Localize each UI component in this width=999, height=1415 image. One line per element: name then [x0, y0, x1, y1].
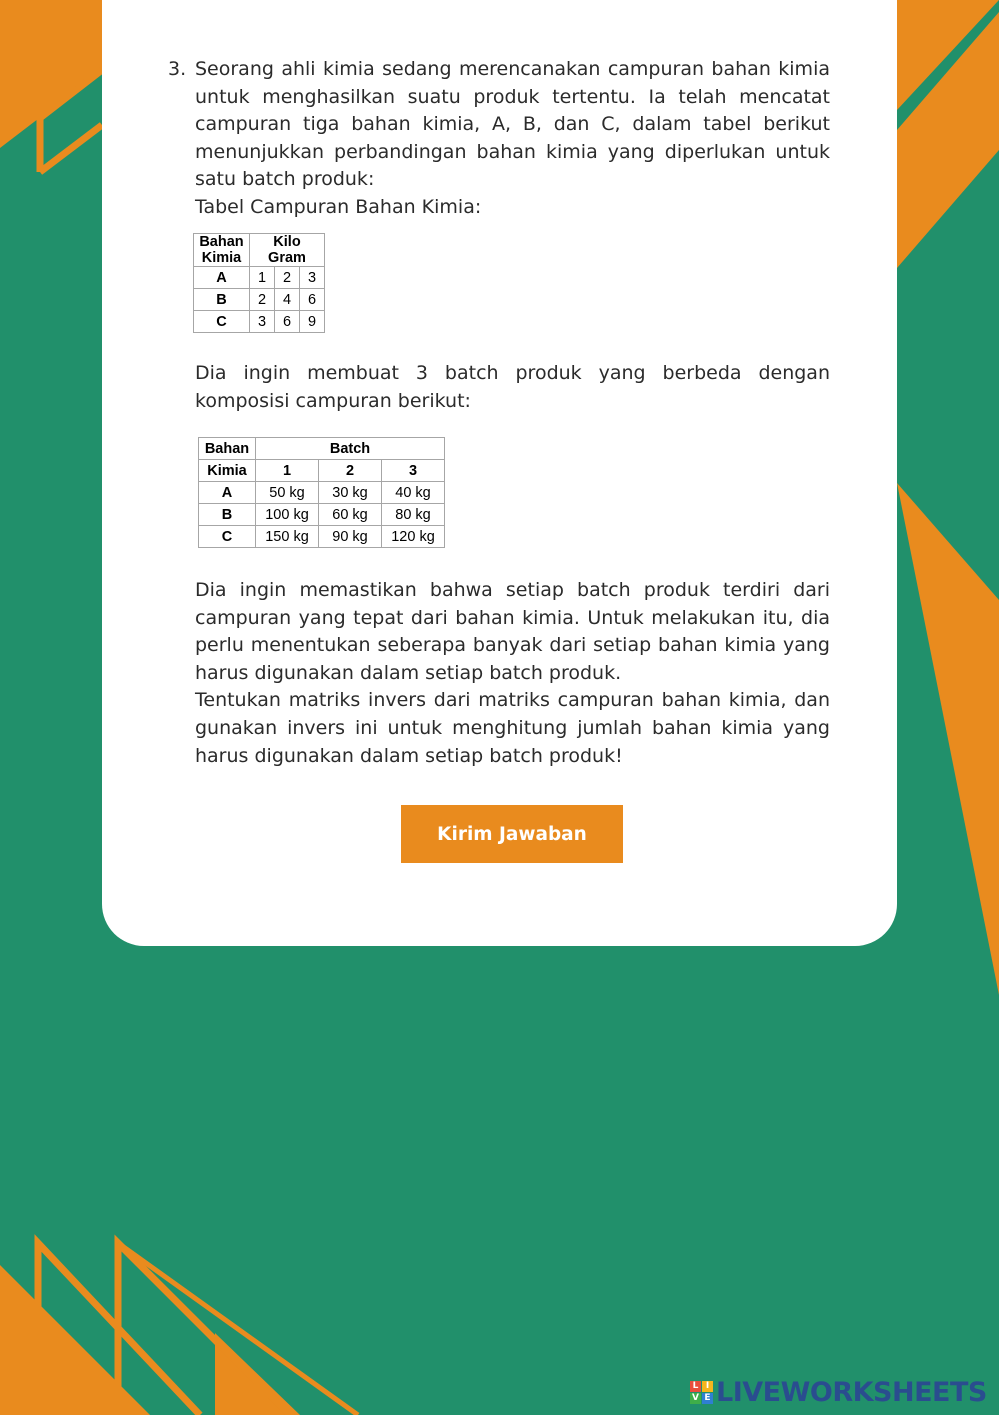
question-number: 3. — [168, 58, 187, 80]
batch-intro-block — [195, 360, 830, 415]
question-intro: Seorang ahli kimia sedang merencanakan campuran bahan kimia untuk menghasilkan suatu produk tertentu. Ia telah mencatat campuran tiga bahan kimia, A, B, dan C, dalam tabel berikut menunjukkan perbandingan bahan kimia yang diperlukan untuk satu batch produk: — [195, 58, 830, 191]
table-cell: 150 kg — [256, 526, 319, 548]
table-cell: 1 — [250, 267, 275, 289]
batch-table — [198, 437, 445, 548]
closing-block — [195, 577, 830, 770]
table-cell: 3 — [250, 311, 275, 333]
table2-header-bahan: Bahan — [199, 438, 256, 460]
table-cell: 40 kg — [382, 482, 445, 504]
submit-answer-button[interactable]: Kirim Jawaban — [401, 805, 623, 863]
liveworksheets-logo[interactable] — [690, 1376, 987, 1408]
table-cell: 6 — [300, 289, 325, 311]
table-cell: 2 — [250, 289, 275, 311]
table-cell: 30 kg — [319, 482, 382, 504]
task-text: Tentukan matriks invers dari matriks campuran bahan kimia, dan gunakan invers ini untuk menghitung jumlah bahan kimia yang harus digunakan dalam setiap batch produk! — [195, 689, 830, 767]
table-row — [199, 504, 445, 526]
table1-caption: Tabel Campuran Bahan Kimia: — [195, 195, 482, 218]
table-cell: 6 — [275, 311, 300, 333]
row-label: A — [199, 482, 256, 504]
brand-name: LIVEWORKSHEETS — [716, 1376, 987, 1408]
table-cell: 80 kg — [382, 504, 445, 526]
table-row — [199, 526, 445, 548]
table2-header-batch: Batch — [256, 438, 445, 460]
table-row — [199, 482, 445, 504]
row-label: C — [199, 526, 256, 548]
table-cell: 120 kg — [382, 526, 445, 548]
table-cell: 9 — [300, 311, 325, 333]
table-cell: 50 kg — [256, 482, 319, 504]
table-cell: 3 — [300, 267, 325, 289]
batch-number: 3 — [382, 460, 445, 482]
table-row — [194, 311, 325, 333]
closing-text: Dia ingin memastikan bahwa setiap batch produk terdiri dari campuran yang tepat dari bahan kimia. Untuk melakukan itu, dia perlu menentukan seberapa banyak dari setiap bahan kimia yang harus digunakan dalam setiap batch produk. — [195, 579, 830, 684]
question-card — [102, 0, 897, 946]
ratio-table — [193, 233, 325, 333]
row-label: A — [194, 267, 250, 289]
row-label: B — [194, 289, 250, 311]
row-label: C — [194, 311, 250, 333]
batch-intro: Dia ingin membuat 3 batch produk yang berbeda dengan komposisi campuran berikut: — [195, 362, 830, 412]
table1-header-kilogram: Kilo Gram — [250, 234, 325, 267]
row-label: B — [199, 504, 256, 526]
table-row — [194, 289, 325, 311]
table-cell: 90 kg — [319, 526, 382, 548]
table-cell: 2 — [275, 267, 300, 289]
table-row — [194, 267, 325, 289]
table-cell: 4 — [275, 289, 300, 311]
question-block — [168, 56, 830, 222]
batch-number: 1 — [256, 460, 319, 482]
table1-header-bahan: Bahan Kimia — [194, 234, 250, 267]
table-cell: 100 kg — [256, 504, 319, 526]
liveworksheets-icon: L I V E — [690, 1381, 713, 1404]
batch-number: 2 — [319, 460, 382, 482]
table2-header-kimia: Kimia — [199, 460, 256, 482]
table-cell: 60 kg — [319, 504, 382, 526]
